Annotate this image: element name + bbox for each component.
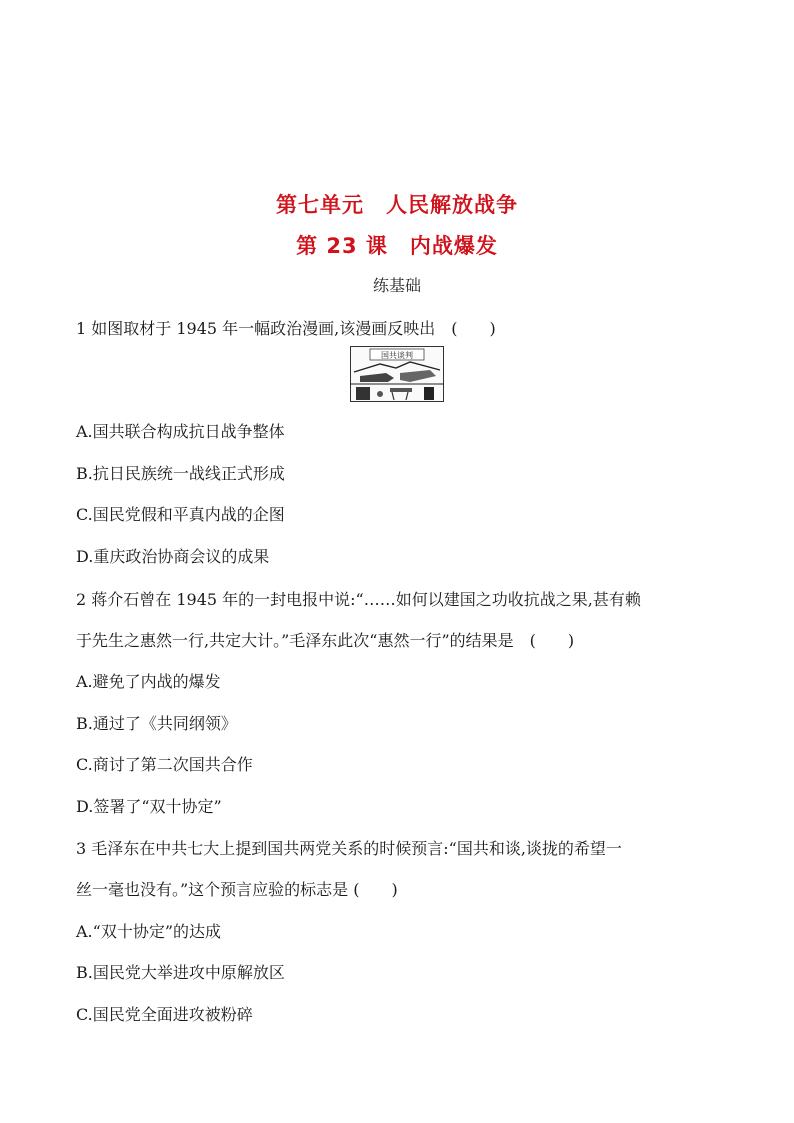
political-cartoon-image	[350, 346, 444, 402]
question-3-option-b[interactable]: B.国民党大举进攻中原解放区	[76, 963, 285, 982]
question-2-option-c[interactable]: C.商讨了第二次国共合作	[76, 755, 253, 774]
question-2-stem-line-1: 2 蒋介石曾在 1945 年的一封电报中说:“……如何以建国之功收抗战之果,甚有赖	[76, 590, 641, 609]
cartoon-caption: 国共谈判	[381, 351, 413, 360]
question-3-stem-line-1: 3 毛泽东在中共七大上提到国共两党关系的时候预言:“国共和谈,谈拢的希望一	[76, 839, 622, 858]
question-3-option-a[interactable]: A.“双十协定”的达成	[76, 922, 222, 941]
section-label: 练基础	[372, 276, 421, 295]
question-2-option-d[interactable]: D.签署了“双十协定”	[76, 797, 222, 816]
question-1-option-a[interactable]: A.国共联合构成抗日战争整体	[76, 422, 285, 441]
question-1-stem: 1 如图取材于 1945 年一幅政治漫画,该漫画反映出 ( )	[76, 319, 496, 338]
question-1-option-b[interactable]: B.抗日民族统一战线正式形成	[76, 464, 285, 483]
question-3-stem-line-2: 丝一毫也没有。”这个预言应验的标志是 ( )	[76, 880, 398, 899]
question-2-stem-line-2: 于先生之惠然一行,共定大计。”毛泽东此次“惠然一行”的结果是 ( )	[76, 631, 575, 650]
question-1-option-c[interactable]: C.国民党假和平真内战的企图	[76, 505, 285, 524]
question-2-option-a[interactable]: A.避免了内战的爆发	[76, 672, 221, 691]
question-1-option-d[interactable]: D.重庆政治协商会议的成果	[76, 547, 270, 566]
question-3-option-c[interactable]: C.国民党全面进攻被粉碎	[76, 1005, 253, 1024]
question-2-option-b[interactable]: B.通过了《共同纲领》	[76, 714, 237, 733]
lesson-title: 第 23 课 内战爆发	[296, 234, 498, 258]
unit-title: 第七单元 人民解放战争	[276, 193, 518, 217]
